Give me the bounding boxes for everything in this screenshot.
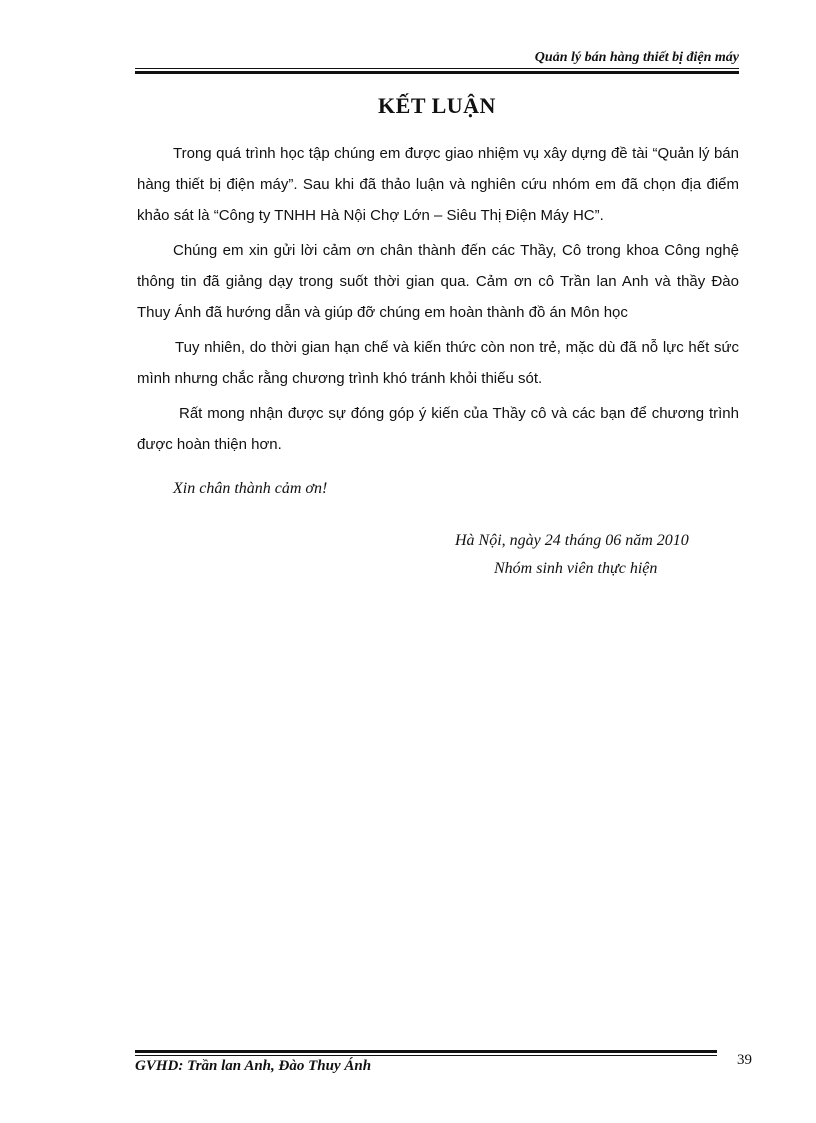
closing-line: Xin chân thành cảm ơn! [173, 480, 328, 497]
footer-rule-thin [135, 1055, 717, 1056]
page-number: 39 [737, 1052, 752, 1068]
footer-rule-thick [135, 1050, 717, 1053]
paragraph-thanks: Chúng em xin gửi lời cảm ơn chân thành đến các Thầy, Cô trong khoa Công nghệ thông tin đã giảng dạy trong suốt thời gian qua. Cảm ơn cô Trần lan Anh và thầy Đào Thuy Ánh đã hướng dẫn và giúp đỡ chúng em hoàn thành đồ án Môn học [137, 242, 739, 321]
header-rule-thin [135, 68, 739, 69]
signer: Nhóm sinh viên thực hiện [494, 560, 658, 577]
footer-instructors: GVHD: Trần lan Anh, Đào Thuy Ánh [135, 1058, 372, 1074]
paragraph-limitations: Tuy nhiên, do thời gian hạn chế và kiến thức còn non trẻ, mặc dù đã nỗ lực hết sức mình nhưng chắc rằng chương trình khó tránh khỏi thiếu sót. [137, 339, 739, 387]
body-text [137, 138, 739, 464]
page-title: KẾT LUẬN [378, 93, 496, 118]
place-date: Hà Nội, ngày 24 tháng 06 năm 2010 [455, 532, 689, 549]
running-header: Quản lý bán hàng thiết bị điện máy [534, 50, 739, 65]
paragraph-request: Rất mong nhận được sự đóng góp ý kiến của Thầy cô và các bạn để chương trình được hoàn thiện hơn. [137, 405, 739, 453]
header-rule-thick [135, 71, 739, 74]
paragraph-intro: Trong quá trình học tập chúng em được giao nhiệm vụ xây dựng đề tài “Quản lý bán hàng thiết bị điện máy”. Sau khi đã thảo luận và nghiên cứu nhóm em đã chọn địa điểm khảo sát là “Công ty TNHH Hà Nội Chợ Lớn – Siêu Thị Điện Máy HC”. [137, 145, 739, 224]
